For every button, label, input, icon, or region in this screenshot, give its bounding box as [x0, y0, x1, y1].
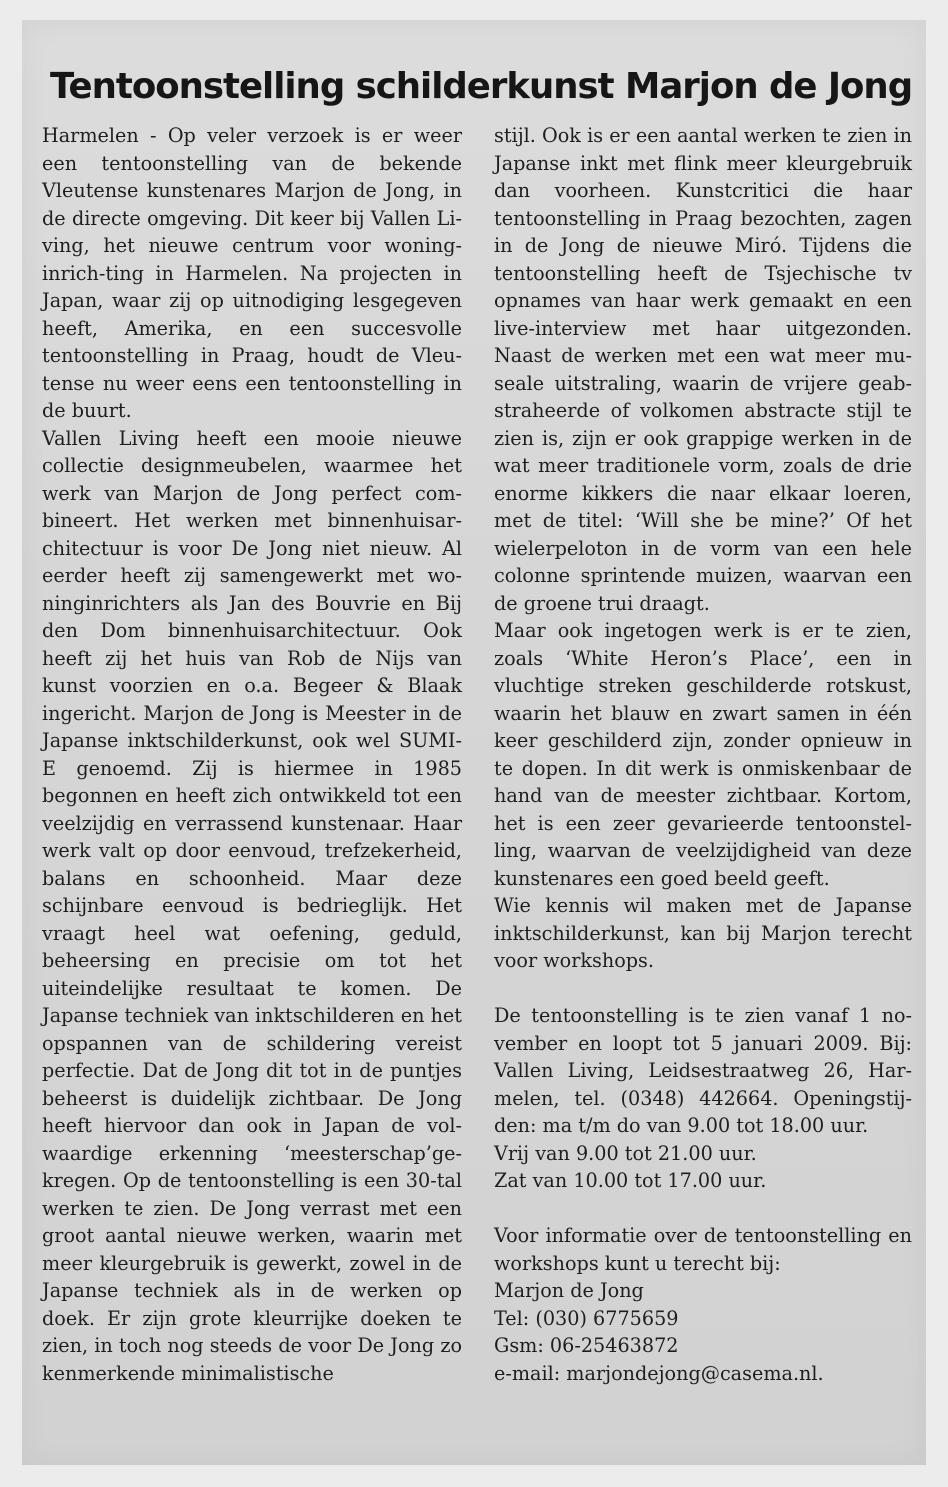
paragraph-continuation: stijl. Ook is er een aantal werken te zien in Japanse inkt met flink meer kleurgebruik dan voorheen. Kunstcritici die haar tentoonstelling in Praag bezochten, zagen in de Jong de nieuwe Miró. Tijdens die tentoonstelling heeft de Tsjechische tv opnames van haar werk gemaakt en een live-interview met haar uitgezonden. Naast de werken met een wat meer museale uitstraling, waarin de vrijere geabstraheerde of volkomen abstracte stijl te zien is, zijn er ook grappige werken in de wat meer traditionele vorm, zoals de drie enorme kikkers die naar elkaar loeren, met de titel: ‘Will she be mine?’ Of het wielerpeloton in de vorm van een hele colonne sprintende muizen, waarvan een de groene trui draagt.	[494, 124, 912, 615]
article-column-left	[42, 122, 462, 1387]
paragraph-vallen-living: Vallen Living heeft een mooie nieuwe collectie designmeubelen, waarmee het werk van Marjon de Jong perfect combineert. Het werken met binnenhuisarchitectuur is voor De Jong niet nieuw. Al eerder heeft zij samengewerkt met woninginrichters als Jan des Bouvrie en Bij den Dom binnenhuisarchitectuur. Ook heeft zij het huis van Rob de Nijs van kunst voorzien en o.a. Begeer & Blaak ingericht. Marjon de Jong is Meester in de Japanse inktschilderkunst, ook wel SUMI-E genoemd. Zij is hiermee in 1985 begonnen en heeft zich ontwikkeld tot een veelzijdig en verrassend kunstenaar. Haar werk valt op door eenvoud, trefzekerheid, balans en schoonheid. Maar deze schijnbare eenvoud is bedrieglijk. Het vraagt heel wat oefening, geduld, beheersing en precisie om tot het uiteindelijke resultaat te komen. De Japanse techniek van inktschilderen en het opspannen van de schildering vereist perfectie. Dat de Jong dit tot in de puntjes beheerst is duidelijk zichtbaar. De Jong heeft hiervoor dan ook in Japan de volwaardige erkenning ‘meesterschap’gekregen. Op de tentoonstelling is een 30-tal werken te zien. De Jong verrast met een groot aantal nieuwe werken, waarin met meer kleurgebruik is gewerkt, zowel in de Japanse techniek als in de werken op doek. Er zijn grote kleurrijke doeken te zien, in toch nog steeds de voor De Jong zo kenmerkende minimalistische	[42, 426, 462, 1385]
contact-phone: Tel: (030) 6775659	[494, 1306, 679, 1330]
article-title: Tentoonstelling schilderkunst Marjon de Jong	[50, 66, 913, 107]
spacer	[494, 1195, 912, 1223]
hours-friday: Vrij van 9.00 tot 21.00 uur.	[494, 1141, 757, 1165]
contact-mobile: Gsm: 06-25463872	[494, 1334, 679, 1357]
paragraph-intro: Harmelen - Op veler verzoek is er weer een tentoonstelling van de bekende Vleutense kunstenares Marjon de Jong, in de directe omgeving. Dit keer bij Vallen Living, het nieuwe centrum voor woninginrich-ting in Harmelen. Na projecten in Japan, waar zij op uitnodiging lesgegeven heeft, Amerika, en een succesvolle tentoonstelling in Praag, houdt de Vleutense nu weer eens een tentoonstelling in de buurt.	[42, 124, 462, 422]
paragraph-workshops: Wie kennis wil maken met de Japanse inktschilderkunst, kan bij Marjon terecht voor workshops.	[494, 894, 912, 972]
contact-email: e-mail: marjondejong@casema.nl.	[494, 1361, 824, 1385]
spacer	[494, 975, 912, 1003]
hours-saturday: Zat van 10.00 tot 17.00 uur.	[494, 1169, 767, 1192]
contact-intro: Voor informatie over de tentoonstelling en workshops kunt u terecht bij:	[494, 1224, 912, 1275]
paragraph-white-heron: Maar ook ingetogen werk is er te zien, zoals ‘White Heron’s Place’, een in vluchtige streken geschilderde rotskust, waarin het blauw en zwart samen in één keer geschilderd zijn, zonder opnieuw in te dopen. In dit werk is onmiskenbaar de hand van de meester zichtbaar. Kortom, het is een zeer gevarieerde tentoonstelling, waarvan de veelzijdigheid van deze kunstenares een goed beeld geeft.	[494, 619, 912, 890]
article-column-right	[494, 122, 912, 1387]
exhibition-dates: De tentoonstelling is te zien vanaf 1 november en loopt tot 5 januari 2009. Bij: Vallen Living, Leidsestraatweg 26, Harmelen, tel. (0348) 442664. Openingstijden: ma t/m do van 9.00 tot 18.00 uur.	[494, 1004, 912, 1137]
contact-name: Marjon de Jong	[494, 1279, 644, 1302]
